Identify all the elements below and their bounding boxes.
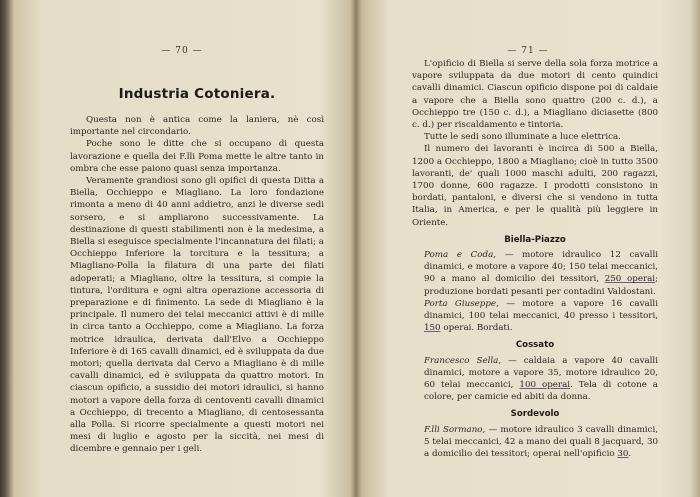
entry-text: — motore idraulico 3 cavalli dinamici, 5 telai meccanici, 42 a mano dei quali 8 jacquard, 30 a domicilio dei tessitori; operai nell'opificio [424,424,658,460]
pencil-marked-text: 150 [424,323,441,334]
paragraph: Il numero dei lavoranti è incirca di 500 a Biella, 1200 a Occhieppo, 1800 a Miagliano; cioè in tutto 3500 lavoranti, de' quali 1000 maschi adulti, 200 ragazzi, 1700 donne, 600 ragazze. I prodotti consistono in bordati, pantaloni, e diversi che si vendono in tutta Italia, in America, e per le qualità più leggiere in Oriente. [412,144,658,228]
page-number: — 70 — [161,46,203,56]
firm-entry [412,355,658,404]
firm-entry [412,249,658,298]
paragraph: Veramente grandiosi sono gli opifici di questa Ditta a Biella, Occhieppo e Miagliano. La loro fondazione rimonta a meno di 40 anni addietro, anzi le diverse sedi sorsero, e si ampliarono successivamente. La destinazione di questi stabilimenti non è la medesima, a Biella si eseguisce specialmente l'incannatura dei filati; a Occhieppo Inferiore la torcitura e la tessitura; a Miagliano-Polla la filatura di una parte dei filati adoperati; a Miagliano, oltre la tessitura, si compie la tintura, l'orditura e ogni altra operazione accessoria di preparazione e di finimento. La sede di Miagliano è la principale. Il numero dei telai meccanici attivi è di mille in circa tanto a Occhieppo, come a Miagliano. La forza motrice idraulica, derivata dall'Elvo a Occhieppo Inferiore è di 165 cavalli dinamici, ed è sviluppata da due motori; quella derivata dal Cervo a Miagliano è di mille cavalli dinamici, ed è sviluppata da quattro motori. In ciascun opificio, a sussidio dei motori idraulici, si hanno motori a vapore della forza di centoventi cavalli dinamici a Occhieppo, di trecento a Miagliano, di centosessanta alla Polla. Si ricorre specialmente a questi motori nei mesi di luglio e agosto per la siccità, nei mesi di dicembre e gennaio per i geli. [70,176,324,455]
section-heading: Sordevolo [510,409,560,420]
firm-entry [412,424,658,461]
entry-text: — motore a vapore 16 cavalli dinamici, 100 telai meccanici, 40 presso i tessitori, [424,298,658,322]
page-number: — 71 — [507,46,549,56]
firm-name: F.lli Sormano, [424,424,486,435]
pencil-marked-text: 100 operai [519,380,571,391]
paragraph: Tutte le sedi sono illuminate a luce elettrica. [424,132,621,143]
chapter-title: Industria Cotoniera. [118,86,276,102]
entry-text: . [628,449,632,460]
section-heading: Biella-Piazzo [504,234,566,245]
entry-text: ; produzione bordati pesanti per contadini Valdostani. [424,274,659,297]
left-body-text [70,114,324,456]
firm-name: Francesco Sella, [424,355,502,366]
firm-entry [412,298,658,335]
entry-text: . Tela di cotone a colore, per camicie ed abiti da donna. [424,380,658,403]
pencil-marked-text: 30 [617,449,629,460]
paragraph: L'opificio di Biella si serve della sola forza motrice a vapore sviluppata da due motori di cento quindici cavalli dinamici. Ciascun opificio dispone poi di caldaie a vapore che a Biella sono quattro (200 c. d.), a Occhieppo tre (150 c. d.), a Miagliano diciasette (800 c. d.) per riscaldamento e tintoria. [412,59,658,131]
paragraph: Questa non è antica come la laniera, nè così importante nel circondario. [70,115,324,138]
right-body-text [412,58,658,460]
entry-text: — motore idraulico 12 cavalli dinamici, e motore a vapore 40; 150 telai meccanici, 90 a mano al domicilio dei tessitori, [424,250,659,285]
paragraph: Poche sono le ditte che si occupano di questa lavorazione e quella dei F.lli Poma mette le altre tanto in ombra che esse paiono quasi senza importanza. [70,139,324,174]
firm-name: Poma e Coda, [424,250,497,261]
firm-name: Porta Giuseppe, [424,298,499,309]
entry-text: operai. Bordati. [440,323,513,334]
pencil-marked-text: 250 operai [604,274,656,285]
section-heading: Cossato [515,340,555,351]
entry-text: — caldaia a vapore 40 cavalli dinamici, motore a vapore 35, motore idraulico 20, 60 telai meccanici, [424,355,658,391]
